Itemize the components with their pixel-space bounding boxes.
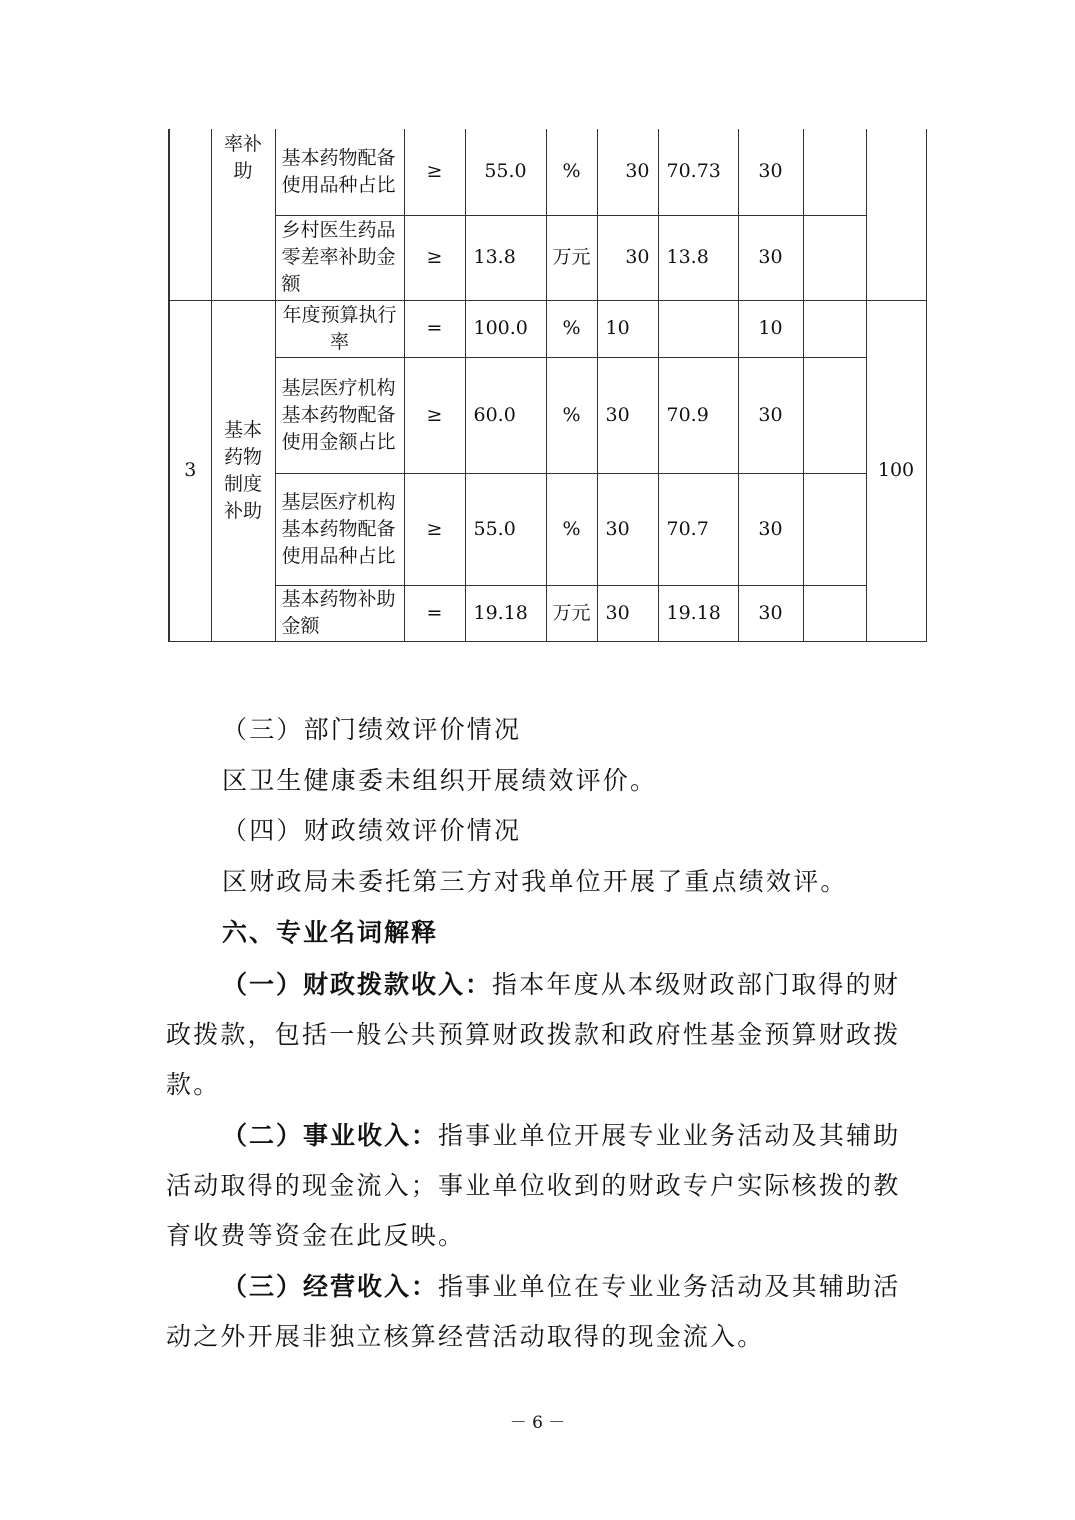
operator-cell: = bbox=[404, 585, 465, 641]
score-cell: 30 bbox=[738, 473, 803, 585]
target-cell: 55.0 bbox=[465, 129, 546, 215]
seq-cell bbox=[169, 129, 211, 300]
weight-cell: 30 bbox=[597, 215, 658, 300]
note-cell bbox=[803, 300, 866, 357]
indicator-cell: 基层医疗机构基本药物配备使用品种占比 bbox=[275, 473, 404, 585]
paragraph-finance-evaluation: 区财政局未委托第三方对我单位开展了重点绩效评。 bbox=[222, 867, 848, 896]
table-row bbox=[169, 473, 926, 585]
definition-text: 指事业单位开展专业业务活动及其辅助活动取得的现金流入；事业单位收到的财政专户实际核拨的教育收费等资金在此反映。 bbox=[166, 1121, 901, 1250]
actual-cell: 19.18 bbox=[658, 585, 738, 641]
actual-cell: 70.7 bbox=[658, 473, 738, 585]
table-row bbox=[169, 585, 926, 641]
indicator-cell: 基本药物补助金额 bbox=[275, 585, 404, 641]
definition-text: 指事业单位在专业业务活动及其辅助活动之外开展非独立核算经营活动取得的现金流入。 bbox=[166, 1272, 901, 1351]
score-cell: 30 bbox=[738, 585, 803, 641]
definition-term: （三）经营收入： bbox=[222, 1272, 439, 1301]
operator-cell: = bbox=[404, 300, 465, 357]
page-number: － 6 － bbox=[509, 1413, 566, 1433]
actual-cell bbox=[658, 300, 738, 357]
target-cell: 100.0 bbox=[465, 300, 546, 357]
table-row bbox=[169, 215, 926, 300]
weight-cell: 10 bbox=[597, 300, 658, 357]
total-cell: 100 bbox=[866, 300, 926, 641]
score-cell: 30 bbox=[738, 357, 803, 473]
unit-cell: 万元 bbox=[546, 585, 597, 641]
section-heading-dept-evaluation: （三）部门绩效评价情况 bbox=[222, 715, 522, 744]
project-cell: 基本药物制度补助 bbox=[211, 300, 275, 641]
performance-indicator-table bbox=[168, 129, 927, 642]
operator-cell: ≥ bbox=[404, 215, 465, 300]
target-cell: 55.0 bbox=[465, 473, 546, 585]
indicator-cell: 基本药物配备使用品种占比 bbox=[275, 129, 404, 215]
paragraph-dept-evaluation: 区卫生健康委未组织开展绩效评价。 bbox=[222, 766, 658, 795]
indicator-cell: 乡村医生药品零差率补助金额 bbox=[275, 215, 404, 300]
seq-cell: 3 bbox=[169, 300, 211, 641]
target-cell: 60.0 bbox=[465, 357, 546, 473]
unit-cell: 万元 bbox=[546, 215, 597, 300]
definition-fiscal-appropriation bbox=[166, 960, 914, 1110]
note-cell bbox=[803, 473, 866, 585]
definition-term: （一）财政拨款收入： bbox=[222, 970, 493, 999]
section-heading-glossary: 六、专业名词解释 bbox=[222, 918, 439, 947]
project-cell: 率补助 bbox=[211, 129, 275, 300]
weight-cell: 30 bbox=[597, 129, 658, 215]
target-cell: 19.18 bbox=[465, 585, 546, 641]
unit-cell: % bbox=[546, 357, 597, 473]
section-heading-finance-evaluation: （四）财政绩效评价情况 bbox=[222, 816, 522, 845]
actual-cell: 70.9 bbox=[658, 357, 738, 473]
indicator-cell: 基层医疗机构基本药物配备使用金额占比 bbox=[275, 357, 404, 473]
score-cell: 30 bbox=[738, 215, 803, 300]
definition-text: 指本年度从本级财政部门取得的财政拨款，包括一般公共预算财政拨款和政府性基金预算财政拨款。 bbox=[166, 970, 901, 1099]
operator-cell: ≥ bbox=[404, 129, 465, 215]
target-cell: 13.8 bbox=[465, 215, 546, 300]
indicator-cell: 年度预算执行率 bbox=[275, 300, 404, 357]
weight-cell: 30 bbox=[597, 585, 658, 641]
unit-cell: % bbox=[546, 473, 597, 585]
definition-business-income bbox=[166, 1111, 914, 1261]
operator-cell: ≥ bbox=[404, 357, 465, 473]
score-cell: 30 bbox=[738, 129, 803, 215]
unit-cell: % bbox=[546, 300, 597, 357]
weight-cell: 30 bbox=[597, 473, 658, 585]
table-row bbox=[169, 357, 926, 473]
score-cell: 10 bbox=[738, 300, 803, 357]
note-cell bbox=[803, 215, 866, 300]
weight-cell: 30 bbox=[597, 357, 658, 473]
actual-cell: 13.8 bbox=[658, 215, 738, 300]
note-cell bbox=[803, 585, 866, 641]
table-row bbox=[169, 129, 926, 215]
note-cell bbox=[803, 129, 866, 215]
definition-term: （二）事业收入： bbox=[222, 1121, 439, 1150]
operator-cell: ≥ bbox=[404, 473, 465, 585]
unit-cell: % bbox=[546, 129, 597, 215]
definition-operating-income bbox=[166, 1262, 914, 1362]
note-cell bbox=[803, 357, 866, 473]
total-cell bbox=[866, 129, 926, 300]
actual-cell: 70.73 bbox=[658, 129, 738, 215]
table-row bbox=[169, 300, 926, 357]
